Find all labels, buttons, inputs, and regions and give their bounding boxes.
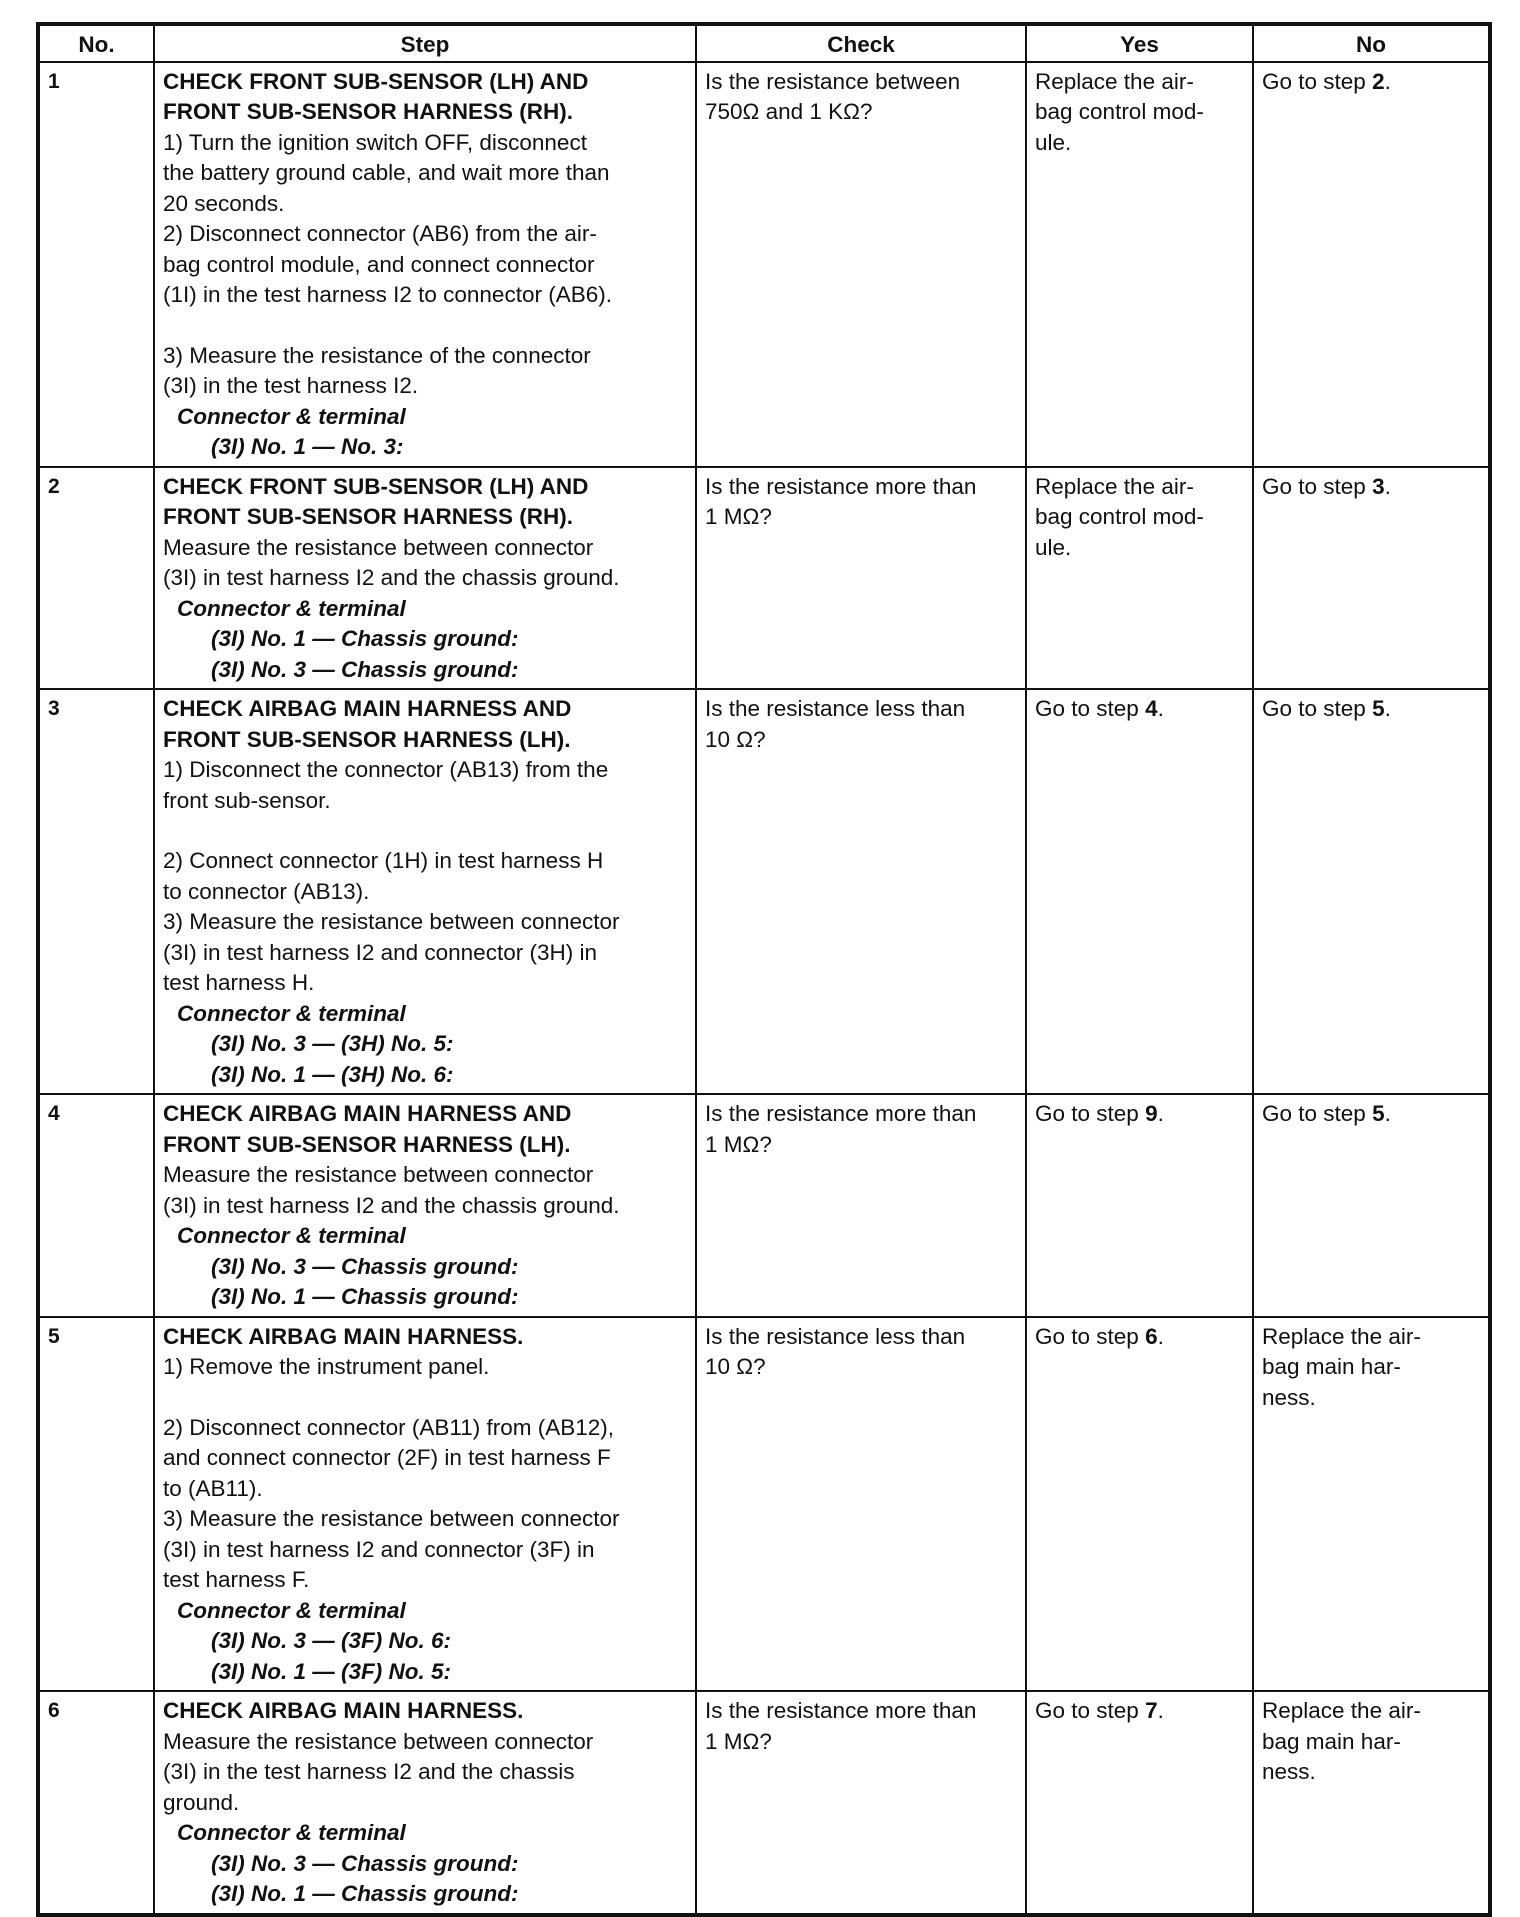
table-row <box>38 689 1490 1094</box>
no-result-cell <box>1253 62 1490 467</box>
step-body-line: 2) Connect connector (1H) in test harness H <box>163 848 604 873</box>
step-title-line: CHECK AIRBAG MAIN HARNESS. <box>163 1698 524 1723</box>
table-row <box>38 467 1490 690</box>
step-body-line: bag control module, and connect connector <box>163 251 595 277</box>
yes-line: ule. <box>1035 129 1072 155</box>
step-title-line: FRONT SUB-SENSOR HARNESS (LH). <box>163 1131 571 1157</box>
header-step: Step <box>154 24 696 62</box>
step-body-line: (3I) in test harness I2 and the chassis ground. <box>163 1192 620 1218</box>
terminal-spec: (3I) No. 1 — (3H) No. 6: <box>211 1061 454 1087</box>
step-cell <box>154 1691 696 1915</box>
yes-cell <box>1026 1094 1253 1317</box>
terminal-spec: (3I) No. 3 — Chassis ground: <box>211 1850 519 1876</box>
step-body-line: test harness H. <box>163 970 315 995</box>
header-no-result: No <box>1253 24 1490 62</box>
step-body-line: (3I) in the test harness I2 and the chassis <box>163 1759 575 1784</box>
no-result-line: bag main har- <box>1262 1728 1401 1754</box>
yes-cell <box>1026 467 1253 690</box>
check-line: Is the resistance more than <box>705 1698 977 1723</box>
blank-line <box>163 816 687 846</box>
check-line: Is the resistance more than <box>705 1101 977 1126</box>
step-cell <box>154 1094 696 1317</box>
check-cell <box>696 1317 1026 1692</box>
table-body <box>38 62 1490 1915</box>
goto-label: Go to step <box>1262 696 1373 721</box>
no-result-cell <box>1253 1094 1490 1317</box>
check-line: 1 MΩ? <box>705 504 772 529</box>
goto-text <box>1035 694 1244 725</box>
yes-line: Replace the air- <box>1035 473 1194 499</box>
no-result-line: Replace the air- <box>1262 1698 1421 1723</box>
check-line: Is the resistance more than <box>705 473 977 499</box>
yes-cell <box>1026 1317 1253 1692</box>
terminal-spec: (3I) No. 3 — Chassis ground: <box>211 656 519 682</box>
step-title-line: FRONT SUB-SENSOR HARNESS (LH). <box>163 726 571 752</box>
header-yes: Yes <box>1026 24 1253 62</box>
check-line: 10 Ω? <box>705 1354 766 1379</box>
check-line: Is the resistance less than <box>705 1323 966 1349</box>
step-number-cell: 3 <box>38 689 154 1094</box>
table-row <box>38 1317 1490 1692</box>
step-body-line: 1) Turn the ignition switch OFF, disconnect <box>163 129 587 155</box>
no-result-line: bag main har- <box>1262 1354 1401 1379</box>
step-title-line: CHECK FRONT SUB-SENSOR (LH) AND <box>163 473 589 499</box>
step-body-line: Measure the resistance between connector <box>163 1728 594 1754</box>
goto-period: . <box>1157 1323 1164 1349</box>
check-line: 1 MΩ? <box>705 1728 772 1754</box>
goto-step-number: 3 <box>1372 473 1385 499</box>
goto-label: Go to step <box>1035 696 1146 721</box>
terminal-spec: (3I) No. 3 — Chassis ground: <box>211 1253 519 1279</box>
step-body-line: the battery ground cable, and wait more than <box>163 160 610 185</box>
yes-cell <box>1026 62 1253 467</box>
step-body-line: ground. <box>163 1789 240 1815</box>
step-title-line: FRONT SUB-SENSOR HARNESS (RH). <box>163 504 574 529</box>
step-body-line: 1) Disconnect the connector (AB13) from the <box>163 757 609 782</box>
table-row <box>38 62 1490 467</box>
step-body-line: 1) Remove the instrument panel. <box>163 1354 490 1379</box>
connector-terminal-label: Connector & terminal <box>177 1000 406 1026</box>
check-line: 1 MΩ? <box>705 1131 772 1157</box>
table-row <box>38 1094 1490 1317</box>
goto-label: Go to step <box>1262 473 1373 499</box>
connector-terminal-label: Connector & terminal <box>177 1820 406 1845</box>
terminal-spec: (3I) No. 1 — Chassis ground: <box>211 1284 519 1309</box>
step-number-cell: 2 <box>38 467 154 690</box>
no-result-cell <box>1253 1317 1490 1692</box>
goto-text <box>1262 1099 1480 1130</box>
document-page <box>36 22 1488 1917</box>
step-title-line: FRONT SUB-SENSOR HARNESS (RH). <box>163 99 574 124</box>
no-result-line: Replace the air- <box>1262 1323 1421 1349</box>
step-title-line: CHECK AIRBAG MAIN HARNESS AND <box>163 696 572 721</box>
terminal-spec: (3I) No. 3 — (3F) No. 6: <box>211 1628 452 1653</box>
step-cell <box>154 467 696 690</box>
step-cell <box>154 1317 696 1692</box>
step-body-line: 3) Measure the resistance between connector <box>163 1506 620 1531</box>
goto-label: Go to step <box>1262 1101 1373 1126</box>
step-body-line: 3) Measure the resistance of the connector <box>163 342 591 368</box>
no-result-cell <box>1253 689 1490 1094</box>
goto-period: . <box>1384 68 1391 94</box>
goto-label: Go to step <box>1035 1698 1146 1723</box>
step-body-line: (1I) in the test harness I2 to connector (AB6). <box>163 282 612 307</box>
terminal-spec: (3I) No. 1 — No. 3: <box>211 434 404 459</box>
no-result-cell <box>1253 467 1490 690</box>
goto-period: . <box>1384 696 1391 721</box>
check-cell <box>696 62 1026 467</box>
yes-line: Replace the air- <box>1035 68 1194 94</box>
connector-terminal-label: Connector & terminal <box>177 403 406 429</box>
goto-period: . <box>1384 1101 1391 1126</box>
goto-step-number: 2 <box>1372 68 1385 94</box>
goto-text <box>1262 694 1480 725</box>
goto-step-number: 9 <box>1145 1101 1158 1126</box>
step-body-line: (3I) in the test harness I2. <box>163 373 419 398</box>
header-no: No. <box>38 24 154 62</box>
blank-line <box>163 1383 687 1413</box>
terminal-spec: (3I) No. 1 — Chassis ground: <box>211 626 519 651</box>
goto-text <box>1035 1322 1244 1353</box>
step-body-line: test harness F. <box>163 1567 310 1592</box>
step-body-line: 20 seconds. <box>163 190 285 216</box>
goto-step-number: 5 <box>1372 1101 1385 1126</box>
step-cell <box>154 689 696 1094</box>
goto-step-number: 5 <box>1372 696 1385 721</box>
check-line: Is the resistance less than <box>705 696 966 721</box>
connector-terminal-label: Connector & terminal <box>177 1597 406 1623</box>
terminal-spec: (3I) No. 1 — Chassis ground: <box>211 1881 519 1906</box>
step-number-cell: 6 <box>38 1691 154 1915</box>
step-body-line: and connect connector (2F) in test harness F <box>163 1445 611 1470</box>
goto-period: . <box>1384 473 1391 499</box>
terminal-spec: (3I) No. 1 — (3F) No. 5: <box>211 1658 452 1684</box>
goto-period: . <box>1157 1698 1164 1723</box>
check-line: Is the resistance between <box>705 68 961 94</box>
blank-line <box>163 311 687 341</box>
yes-line: bag control mod- <box>1035 504 1204 529</box>
step-body-line: (3I) in test harness I2 and connector (3F) in <box>163 1536 595 1562</box>
step-number-cell: 1 <box>38 62 154 467</box>
step-title-line: CHECK AIRBAG MAIN HARNESS. <box>163 1323 524 1349</box>
goto-label: Go to step <box>1262 68 1373 94</box>
step-body-line: Measure the resistance between connector <box>163 1162 594 1187</box>
step-number-cell: 4 <box>38 1094 154 1317</box>
step-body-line: (3I) in test harness I2 and connector (3H) in <box>163 939 597 965</box>
step-body-line: front sub-sensor. <box>163 787 331 813</box>
step-body-line: (3I) in test harness I2 and the chassis ground. <box>163 565 620 590</box>
step-cell <box>154 62 696 467</box>
yes-cell <box>1026 689 1253 1094</box>
yes-line: bag control mod- <box>1035 99 1204 124</box>
check-cell <box>696 467 1026 690</box>
check-cell <box>696 1094 1026 1317</box>
goto-period: . <box>1157 696 1164 721</box>
goto-label: Go to step <box>1035 1101 1146 1126</box>
header-row <box>38 24 1490 62</box>
terminal-spec: (3I) No. 3 — (3H) No. 5: <box>211 1031 454 1056</box>
check-line: 10 Ω? <box>705 726 766 752</box>
goto-period: . <box>1157 1101 1164 1126</box>
yes-line: ule. <box>1035 534 1072 560</box>
step-body-line: 2) Disconnect connector (AB11) from (AB12), <box>163 1414 615 1440</box>
step-title-line: CHECK FRONT SUB-SENSOR (LH) AND <box>163 68 589 94</box>
goto-text <box>1035 1099 1244 1130</box>
no-result-cell <box>1253 1691 1490 1915</box>
step-body-line: to (AB11). <box>163 1475 263 1501</box>
step-title-line: CHECK AIRBAG MAIN HARNESS AND <box>163 1101 572 1126</box>
goto-step-number: 4 <box>1145 696 1158 721</box>
goto-text <box>1262 67 1480 98</box>
step-number-cell: 5 <box>38 1317 154 1692</box>
step-body-line: to connector (AB13). <box>163 878 370 904</box>
check-cell <box>696 1691 1026 1915</box>
goto-text <box>1262 472 1480 503</box>
goto-text <box>1035 1696 1244 1727</box>
header-check: Check <box>696 24 1026 62</box>
connector-terminal-label: Connector & terminal <box>177 595 406 621</box>
step-body-line: 2) Disconnect connector (AB6) from the air- <box>163 221 597 246</box>
no-result-line: ness. <box>1262 1384 1316 1410</box>
goto-step-number: 7 <box>1145 1698 1158 1723</box>
check-line: 750Ω and 1 KΩ? <box>705 99 873 124</box>
connector-terminal-label: Connector & terminal <box>177 1223 406 1248</box>
diagnostic-table <box>36 22 1492 1917</box>
goto-label: Go to step <box>1035 1323 1146 1349</box>
yes-cell <box>1026 1691 1253 1915</box>
goto-step-number: 6 <box>1145 1323 1158 1349</box>
no-result-line: ness. <box>1262 1759 1316 1784</box>
table-row <box>38 1691 1490 1915</box>
step-body-line: 3) Measure the resistance between connector <box>163 909 620 934</box>
check-cell <box>696 689 1026 1094</box>
step-body-line: Measure the resistance between connector <box>163 534 594 560</box>
